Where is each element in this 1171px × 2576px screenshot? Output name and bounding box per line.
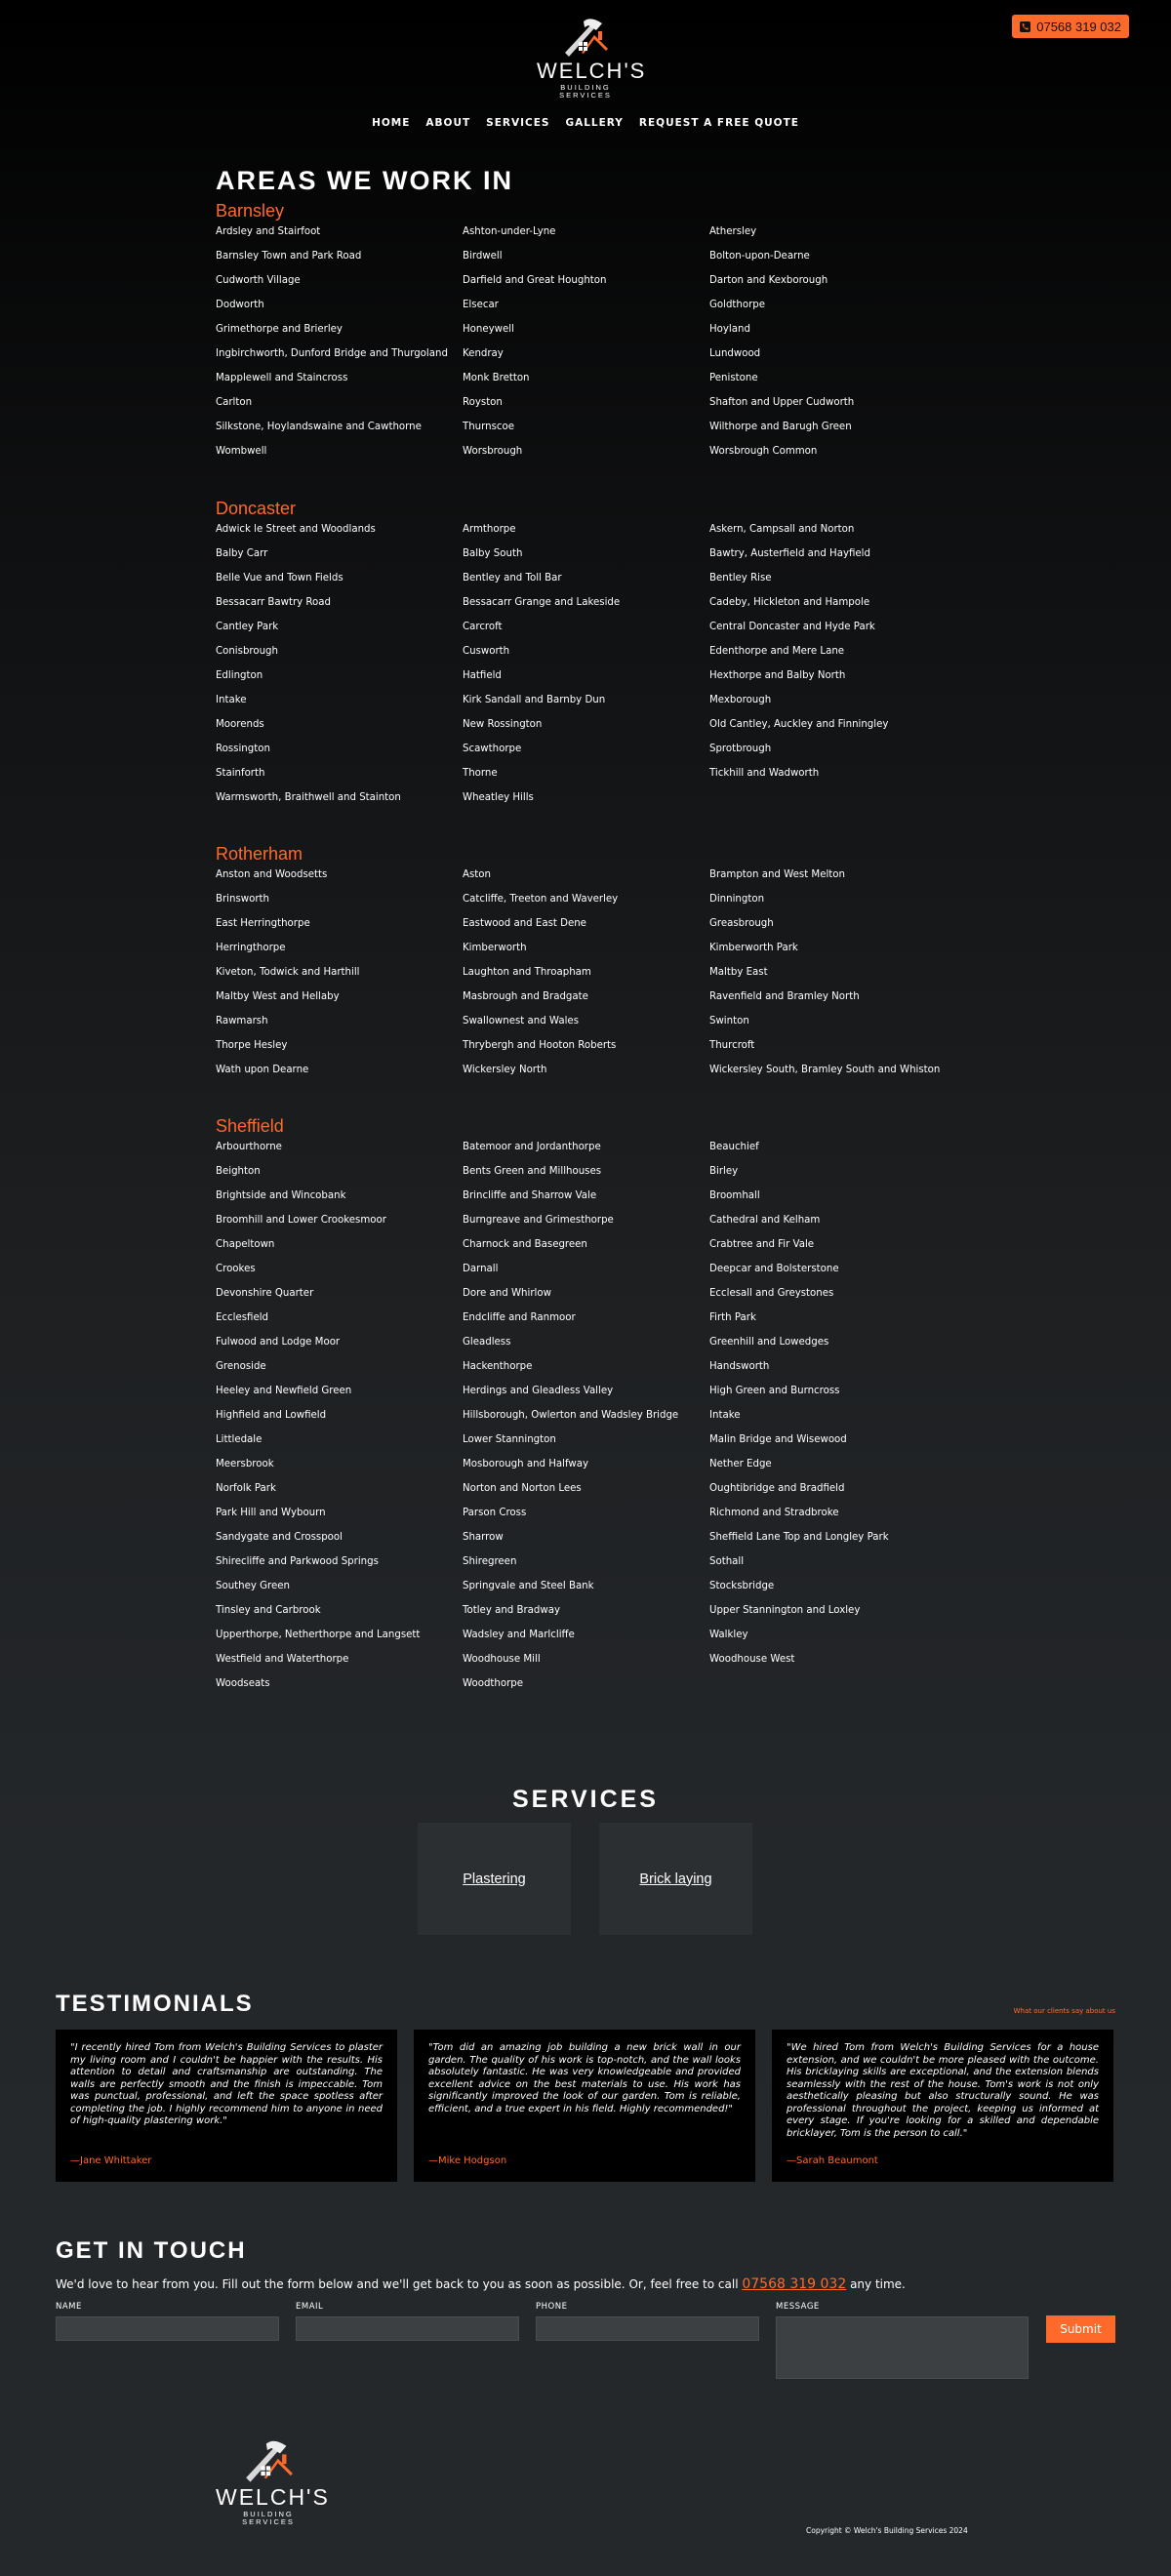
region-heading: Barnsley <box>216 201 285 221</box>
area-item: Kirk Sandall and Barnby Dun <box>463 695 606 705</box>
email-label: EMAIL <box>296 2302 324 2312</box>
area-item: Kimberworth <box>463 943 527 953</box>
area-item: Darton and Kexborough <box>709 275 828 286</box>
area-item: Kiveton, Todwick and Harthill <box>216 967 360 978</box>
area-item: Balby Carr <box>216 548 268 559</box>
area-item: Upperthorpe, Netherthorpe and Langsett <box>216 1630 421 1640</box>
area-item: Bawtry, Austerfield and Hayfield <box>709 548 870 559</box>
area-item: Edenthorpe and Mere Lane <box>709 646 845 657</box>
phone-button[interactable] <box>1012 15 1129 38</box>
area-item: Ecclesfield <box>216 1312 269 1323</box>
area-item: Belle Vue and Town Fields <box>216 573 343 584</box>
phone-icon <box>1020 21 1030 32</box>
area-item: Goldthorpe <box>709 300 766 310</box>
area-item: Birdwell <box>463 251 503 262</box>
service-link-plastering[interactable]: Plastering <box>463 1871 526 1887</box>
testimonial-author: —Sarah Beaumont <box>787 2155 878 2166</box>
area-item: Wheatley Hills <box>463 792 534 803</box>
site-logo[interactable] <box>537 16 647 100</box>
area-item: Handsworth <box>709 1361 770 1372</box>
area-item: Thorne <box>463 768 498 779</box>
area-item: Crabtree and Fir Vale <box>709 1239 815 1250</box>
region-heading: Rotherham <box>216 844 303 864</box>
area-item: Swallownest and Wales <box>463 1016 580 1026</box>
area-list <box>216 1142 957 1703</box>
area-list <box>216 226 957 470</box>
region-rotherham <box>216 844 957 1089</box>
area-item: Warmsworth, Braithwell and Stainton <box>216 792 401 803</box>
area-item: Tickhill and Wadworth <box>709 768 820 779</box>
area-item: Greasbrough <box>709 918 774 929</box>
service-card-brick-laying[interactable] <box>599 1823 752 1935</box>
area-item: Wickersley North <box>463 1065 547 1075</box>
areas-title: AREAS WE WORK IN <box>216 166 513 195</box>
nav-services[interactable]: SERVICES <box>486 117 550 129</box>
area-item: Shirecliffe and Parkwood Springs <box>216 1556 379 1567</box>
phone-label: PHONE <box>536 2302 568 2312</box>
area-item: Walkley <box>709 1630 748 1640</box>
area-item: Burngreave and Grimesthorpe <box>463 1215 614 1226</box>
area-item: Broomhill and Lower Crookesmoor <box>216 1215 386 1226</box>
area-item: Laughton and Throapham <box>463 967 591 978</box>
phone-button-label: 07568 319 032 <box>1036 19 1121 34</box>
area-item: Herringthorpe <box>216 943 286 953</box>
area-item: Batemoor and Jordanthorpe <box>463 1142 601 1152</box>
area-item: Thurcroft <box>709 1040 755 1051</box>
hammer-house-icon <box>231 2437 305 2486</box>
area-item: Dodworth <box>216 300 264 310</box>
area-item: Woodhouse Mill <box>463 1654 541 1665</box>
area-list <box>216 524 957 817</box>
area-item: Cathedral and Kelham <box>709 1215 821 1226</box>
area-item: Ingbirchworth, Dunford Bridge and Thurgoland <box>216 348 448 359</box>
name-input[interactable] <box>56 2316 279 2341</box>
testimonial-quote: "I recently hired Tom from Welch's Building Services to plaster my living room and I couldn't be happier with the results. His attention to detail and craftsmanship are outstanding. The walls are perfectly smooth and the finish is impeccable. Tom was punctual, professional, and left the space spotless after completing the job. I highly recommend him to anyone in need of high-quality plastering work." <box>70 2042 383 2126</box>
contact-intro-text-end: any time. <box>846 2277 906 2291</box>
area-item: Moorends <box>216 719 264 730</box>
area-item: Penistone <box>709 373 758 383</box>
area-item: Beighton <box>216 1166 261 1177</box>
area-item: Sothall <box>709 1556 745 1567</box>
area-item: Brightside and Wincobank <box>216 1190 346 1201</box>
area-item: Cadeby, Hickleton and Hampole <box>709 597 870 608</box>
contact-section <box>56 2237 1115 2336</box>
area-item: Bolton-upon-Dearne <box>709 251 810 262</box>
logo-name: WELCH'S <box>537 59 647 83</box>
area-item: Norfolk Park <box>216 1483 276 1494</box>
testimonial-card <box>414 2030 755 2182</box>
area-item: Masbrough and Bradgate <box>463 991 588 1002</box>
area-item: Meersbrook <box>216 1459 274 1469</box>
area-item: Silkstone, Hoylandswaine and Cawthorne <box>216 422 422 432</box>
message-label: MESSAGE <box>776 2302 820 2312</box>
contact-intro-text: We'd love to hear from you. Fill out the form below and we'll get back to you as soon as possible. Or, feel free to call <box>56 2277 743 2291</box>
area-item: Intake <box>216 695 247 705</box>
area-item: Grimethorpe and Brierley <box>216 324 343 335</box>
area-item: Hillsborough, Owlerton and Wadsley Bridge <box>463 1410 679 1421</box>
area-item: Broomhall <box>709 1190 760 1201</box>
submit-button[interactable]: Submit <box>1046 2315 1115 2343</box>
area-item: Grenoside <box>216 1361 266 1372</box>
area-item: High Green and Burncross <box>709 1386 840 1396</box>
area-item: Shafton and Upper Cudworth <box>709 397 855 408</box>
area-item: Totley and Bradway <box>463 1605 560 1616</box>
area-item: Greenhill and Lowedges <box>709 1337 829 1348</box>
nav-gallery[interactable]: GALLERY <box>565 117 624 129</box>
testimonial-quote: "We hired Tom from Welch's Building Services for a house extension, and we couldn't be more pleased with the outcome. His bricklaying skills are exceptional, and the extension blends seamlessly with the rest of the house. Tom's work is not only aesthetically pleasing but also structurally sound. He was professional throughout the project, keeping us informed at every stage. If you're looking for a skilled and dependable bricklayer, Tom is the person to call." <box>787 2042 1099 2139</box>
area-item: Thorpe Hesley <box>216 1040 288 1051</box>
area-item: Mexborough <box>709 695 772 705</box>
hammer-house-icon <box>551 16 620 60</box>
region-barnsley <box>216 201 957 470</box>
area-item: Shiregreen <box>463 1556 517 1567</box>
area-item: Herdings and Gleadless Valley <box>463 1386 614 1396</box>
area-item: Lower Stannington <box>463 1434 556 1445</box>
contact-title: GET IN TOUCH <box>56 2237 247 2264</box>
area-item: Devonshire Quarter <box>216 1288 314 1299</box>
area-item: Eastwood and East Dene <box>463 918 586 929</box>
testimonial-card <box>56 2030 397 2182</box>
area-item: Intake <box>709 1410 741 1421</box>
area-item: Sandygate and Crosspool <box>216 1532 343 1543</box>
area-item: Central Doncaster and Hyde Park <box>709 622 875 632</box>
area-item: Adwick le Street and Woodlands <box>216 524 376 535</box>
region-heading: Doncaster <box>216 499 297 518</box>
area-item: Bents Green and Millhouses <box>463 1166 602 1177</box>
area-item: Darfield and Great Houghton <box>463 275 607 286</box>
area-item: Bentley and Toll Bar <box>463 573 562 584</box>
area-item: Royston <box>463 397 503 408</box>
copyright: Copyright © Welch's Building Services 2024 <box>806 2526 968 2535</box>
area-item: East Herringthorpe <box>216 918 310 929</box>
nav-about[interactable]: ABOUT <box>425 117 471 129</box>
area-item: Honeywell <box>463 324 514 335</box>
area-item: Tinsley and Carbrook <box>216 1605 321 1616</box>
footer-logo[interactable] <box>216 2437 330 2526</box>
testimonials-title: TESTIMONIALS <box>56 1991 254 2017</box>
area-item: Edlington <box>216 670 263 681</box>
area-item: Darnall <box>463 1264 499 1274</box>
testimonial-author: —Mike Hodgson <box>428 2155 507 2166</box>
area-item: Charnock and Basegreen <box>463 1239 587 1250</box>
service-link-brick-laying[interactable]: Brick laying <box>639 1871 712 1887</box>
area-item: Westfield and Waterthorpe <box>216 1654 349 1665</box>
area-item: Balby South <box>463 548 523 559</box>
area-item: Brincliffe and Sharrow Vale <box>463 1190 597 1201</box>
area-item: Dinnington <box>709 894 765 905</box>
area-item: Cusworth <box>463 646 510 657</box>
name-label: NAME <box>56 2302 82 2312</box>
area-item: Hackenthorpe <box>463 1361 533 1372</box>
area-item: Stainforth <box>216 768 265 779</box>
area-item: Scawthorpe <box>463 744 522 754</box>
area-item: Monk Bretton <box>463 373 530 383</box>
area-item: Athersley <box>709 226 757 237</box>
area-item: Firth Park <box>709 1312 756 1323</box>
area-item: Park Hill and Wybourn <box>216 1508 326 1518</box>
area-item: Sprotbrough <box>709 744 772 754</box>
area-item: Carlton <box>216 397 253 408</box>
area-item: Brampton and West Melton <box>709 869 845 880</box>
services-section <box>0 1786 1171 1887</box>
area-item: Wickersley South, Bramley South and Whiston <box>709 1065 941 1075</box>
area-item: Maltby West and Hellaby <box>216 991 340 1002</box>
area-item: Wilthorpe and Barugh Green <box>709 422 852 432</box>
contact-intro <box>56 2276 906 2292</box>
area-item: Sheffield Lane Top and Longley Park <box>709 1532 889 1543</box>
footer-logo-name: WELCH'S <box>216 2484 330 2510</box>
area-item: Anston and Woodsetts <box>216 869 328 880</box>
area-item: Aston <box>463 869 491 880</box>
area-item: Hexthorpe and Balby North <box>709 670 846 681</box>
region-heading: Sheffield <box>216 1116 284 1136</box>
area-item: Nether Edge <box>709 1459 772 1469</box>
area-item: Kendray <box>463 348 504 359</box>
area-item: Brinsworth <box>216 894 269 905</box>
area-item: Kimberworth Park <box>709 943 798 953</box>
area-item: Rossington <box>216 744 270 754</box>
area-item: Worsbrough Common <box>709 446 818 457</box>
area-item: Ravenfield and Bramley North <box>709 991 860 1002</box>
service-card-plastering[interactable] <box>418 1823 571 1935</box>
area-item: Mosborough and Halfway <box>463 1459 588 1469</box>
area-item: Dore and Whirlow <box>463 1288 551 1299</box>
area-item: Bessacarr Grange and Lakeside <box>463 597 621 608</box>
services-title: SERVICES <box>512 1786 659 1813</box>
testimonial-author: —Jane Whittaker <box>70 2155 152 2166</box>
area-item: Hoyland <box>709 324 750 335</box>
region-doncaster <box>216 499 957 817</box>
area-item: Upper Stannington and Loxley <box>709 1605 861 1616</box>
area-item: Ardsley and Stairfoot <box>216 226 321 237</box>
area-item: Woodthorpe <box>463 1678 524 1689</box>
area-item: Hatfield <box>463 670 502 681</box>
area-item: Norton and Norton Lees <box>463 1483 582 1494</box>
testimonial-card <box>772 2030 1113 2182</box>
testimonials-subtitle: What our clients say about us <box>1013 2007 1115 2015</box>
area-item: Carcroft <box>463 622 503 632</box>
region-sheffield <box>216 1116 957 1703</box>
area-item: Conisbrough <box>216 646 278 657</box>
message-textarea[interactable] <box>776 2316 1029 2379</box>
area-item: Rawmarsh <box>216 1016 268 1026</box>
area-item: Mapplewell and Staincross <box>216 373 348 383</box>
area-item: Barnsley Town and Park Road <box>216 251 362 262</box>
area-item: Fulwood and Lodge Moor <box>216 1337 341 1348</box>
area-item: Old Cantley, Auckley and Finningley <box>709 719 889 730</box>
area-item: Maltby East <box>709 967 768 978</box>
area-item: Arbourthorne <box>216 1142 282 1152</box>
area-item: Wombwell <box>216 446 267 457</box>
area-item: Lundwood <box>709 348 761 359</box>
area-item: Littledale <box>216 1434 262 1445</box>
area-item: Birley <box>709 1166 739 1177</box>
area-item: Malin Bridge and Wisewood <box>709 1434 847 1445</box>
area-item: Catcliffe, Treeton and Waverley <box>463 894 619 905</box>
area-item: Thrybergh and Hooton Roberts <box>463 1040 617 1051</box>
area-item: Bentley Rise <box>709 573 772 584</box>
logo-tagline: BUILDING SERVICES <box>559 83 612 100</box>
email-input[interactable] <box>296 2316 519 2341</box>
area-item: Southey Green <box>216 1581 290 1591</box>
area-item: Wadsley and Marlcliffe <box>463 1630 575 1640</box>
area-list <box>216 869 957 1089</box>
area-item: Endcliffe and Ranmoor <box>463 1312 576 1323</box>
area-item: Thurnscoe <box>463 422 515 432</box>
nav-home[interactable]: HOME <box>372 117 411 129</box>
area-item: Gleadless <box>463 1337 511 1348</box>
footer-logo-tagline: BUILDING SERVICES <box>242 2510 295 2526</box>
area-item: Heeley and Newfield Green <box>216 1386 352 1396</box>
area-item: Woodseats <box>216 1678 270 1689</box>
area-item: Ashton-under-Lyne <box>463 226 556 237</box>
area-item: Ecclesall and Greystones <box>709 1288 834 1299</box>
area-item: Cantley Park <box>216 622 279 632</box>
area-item: Cudworth Village <box>216 275 301 286</box>
area-item: Springvale and Steel Bank <box>463 1581 594 1591</box>
nav-request-quote[interactable]: REQUEST A FREE QUOTE <box>638 117 799 129</box>
area-item: Stocksbridge <box>709 1581 775 1591</box>
testimonial-quote: "Tom did an amazing job building a new brick wall in our garden. The quality of his work is top-notch, and the wall looks absolutely fantastic. He was very knowledgeable and provided excellent advice on the best materials to use. His work has significantly improved the look of our garden. Tom is reliable, efficient, and a true expert in his field. Highly recommended!" <box>428 2042 741 2114</box>
area-item: Highfield and Lowfield <box>216 1410 327 1421</box>
area-item: Bessacarr Bawtry Road <box>216 597 331 608</box>
area-item: Chapeltown <box>216 1239 275 1250</box>
main-nav <box>0 117 1171 129</box>
areas-section <box>216 166 957 1689</box>
area-item: Elsecar <box>463 300 499 310</box>
area-item: Crookes <box>216 1264 256 1274</box>
area-item: Armthorpe <box>463 524 516 535</box>
area-item: Richmond and Stradbroke <box>709 1508 839 1518</box>
area-item: Wath upon Dearne <box>216 1065 309 1075</box>
phone-input[interactable] <box>536 2316 759 2341</box>
area-item: Askern, Campsall and Norton <box>709 524 855 535</box>
area-item: New Rossington <box>463 719 543 730</box>
area-item: Parson Cross <box>463 1508 527 1518</box>
area-item: Beauchief <box>709 1142 759 1152</box>
area-item: Oughtibridge and Bradfield <box>709 1483 845 1494</box>
area-item: Deepcar and Bolsterstone <box>709 1264 839 1274</box>
area-item: Swinton <box>709 1016 749 1026</box>
contact-phone-link[interactable]: 07568 319 032 <box>742 2276 847 2292</box>
testimonials-section <box>56 1991 1115 2166</box>
area-item: Woodhouse West <box>709 1654 795 1665</box>
area-item: Sharrow <box>463 1532 504 1543</box>
area-item: Worsbrough <box>463 446 523 457</box>
